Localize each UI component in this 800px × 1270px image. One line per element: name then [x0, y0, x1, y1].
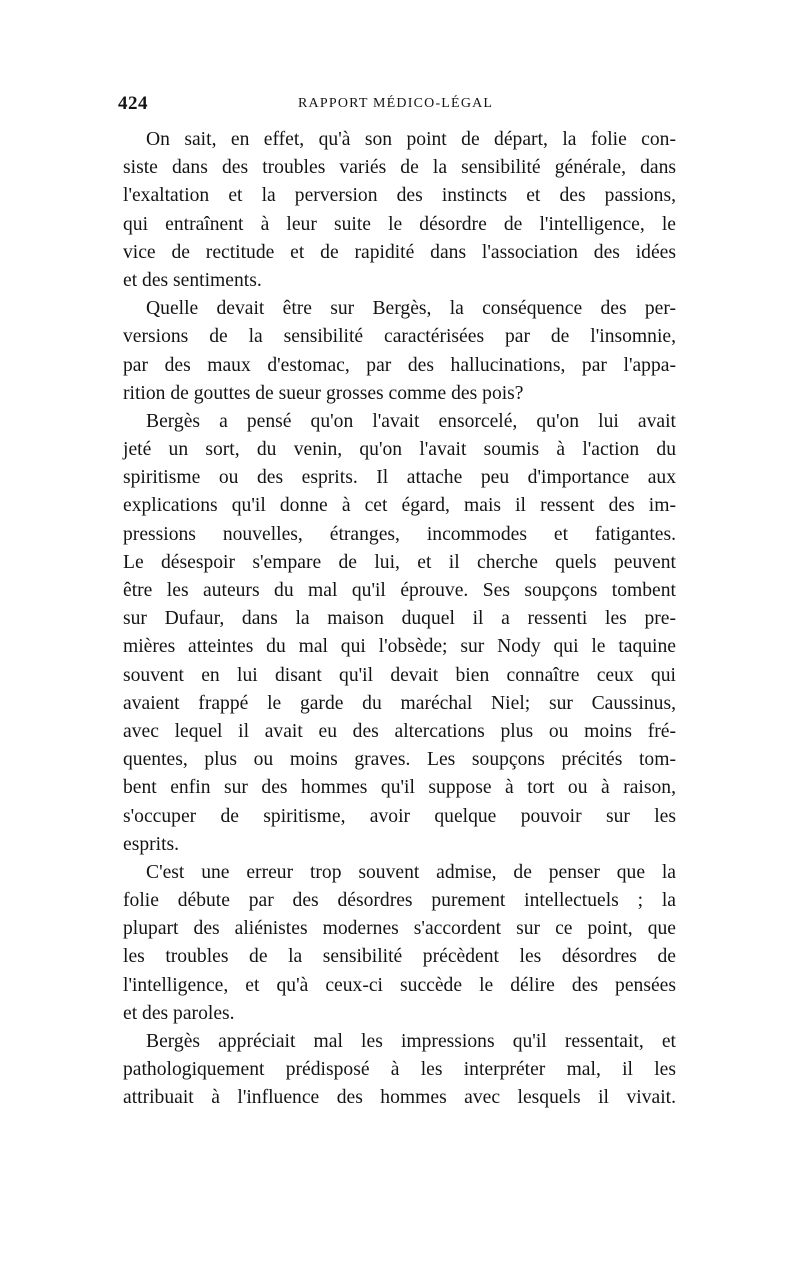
page-number: 424	[118, 93, 148, 114]
text-line: Bergès a pensé qu'on l'avait ensorcelé, qu'on lui avait	[146, 410, 676, 432]
text-line: vice de rectitude et de rapidité dans l'association des idées	[123, 241, 676, 263]
text-line: qui entraînent à leur suite le désordre de l'intelligence, le	[123, 213, 676, 235]
body-text	[123, 126, 676, 1113]
text-line: attribuait à l'influence des hommes avec lesquels il vivait.	[123, 1087, 676, 1109]
text-line: et des sentiments.	[123, 269, 262, 291]
text-line: C'est une erreur trop souvent admise, de penser que la	[146, 861, 676, 883]
text-line: mières atteintes du mal qui l'obsède; sur Nody qui le taquine	[123, 636, 676, 658]
text-line: folie débute par des désordres purement intellectuels ; la	[123, 890, 676, 912]
text-line: pathologiquement prédisposé à les interpréter mal, il les	[123, 1059, 676, 1081]
text-line: souvent en lui disant qu'il devait bien connaître ceux qui	[123, 664, 676, 686]
text-line: l'exaltation et la perversion des instincts et des passions,	[123, 185, 676, 207]
text-line: l'intelligence, et qu'à ceux-ci succède le délire des pensées	[123, 974, 676, 996]
text-line: avec lequel il avait eu des altercations plus ou moins fré-	[123, 720, 676, 742]
paragraph-5	[123, 1028, 676, 1113]
paragraph-1	[123, 126, 676, 295]
text-line: spiritisme ou des esprits. Il attache peu d'importance aux	[123, 467, 676, 489]
text-line: quentes, plus ou moins graves. Les soupçons précités tom-	[123, 749, 676, 771]
text-line: avaient frappé le garde du maréchal Niel; sur Caussinus,	[123, 692, 676, 714]
text-line: pressions nouvelles, étranges, incommodes et fatigantes.	[123, 523, 676, 545]
text-line: rition de gouttes de sueur grosses comme des pois?	[123, 382, 524, 404]
paragraph-2	[123, 295, 676, 408]
text-line: sur Dufaur, dans la maison duquel il a ressenti les pre-	[123, 608, 676, 630]
text-line: jeté un sort, du venin, qu'on l'avait soumis à l'action du	[123, 439, 676, 461]
text-line: versions de la sensibilité caractérisées par de l'insomnie,	[123, 326, 676, 348]
paragraph-3	[123, 408, 676, 859]
text-line: les troubles de la sensibilité précèdent les désordres de	[123, 946, 676, 968]
text-line: être les auteurs du mal qu'il éprouve. Ses soupçons tombent	[123, 580, 676, 601]
text-line: par des maux d'estomac, par des hallucinations, par l'appa-	[123, 354, 676, 376]
text-line: bent enfin sur des hommes qu'il suppose à tort ou à raison,	[123, 777, 676, 799]
text-line: Quelle devait être sur Bergès, la conséquence des per-	[146, 298, 676, 320]
paragraph-4	[123, 859, 676, 1028]
text-line: Le désespoir s'empare de lui, et il cherche quels peuvent	[123, 551, 676, 573]
text-line: et des paroles.	[123, 1002, 235, 1024]
text-line: On sait, en effet, qu'à son point de départ, la folie con-	[146, 129, 676, 150]
text-line: plupart des aliénistes modernes s'accordent sur ce point, que	[123, 918, 676, 940]
page-header	[118, 93, 678, 117]
text-line: esprits.	[123, 833, 180, 855]
text-line: s'occuper de spiritisme, avoir quelque pouvoir sur les	[123, 805, 676, 827]
text-line: Bergès appréciait mal les impressions qu'il ressentait, et	[146, 1031, 676, 1052]
text-line: siste dans des troubles variés de la sensibilité générale, dans	[123, 157, 676, 179]
text-line: explications qu'il donne à cet égard, mais il ressent des im-	[123, 495, 676, 517]
running-head: RAPPORT MÉDICO-LÉGAL	[298, 96, 494, 111]
